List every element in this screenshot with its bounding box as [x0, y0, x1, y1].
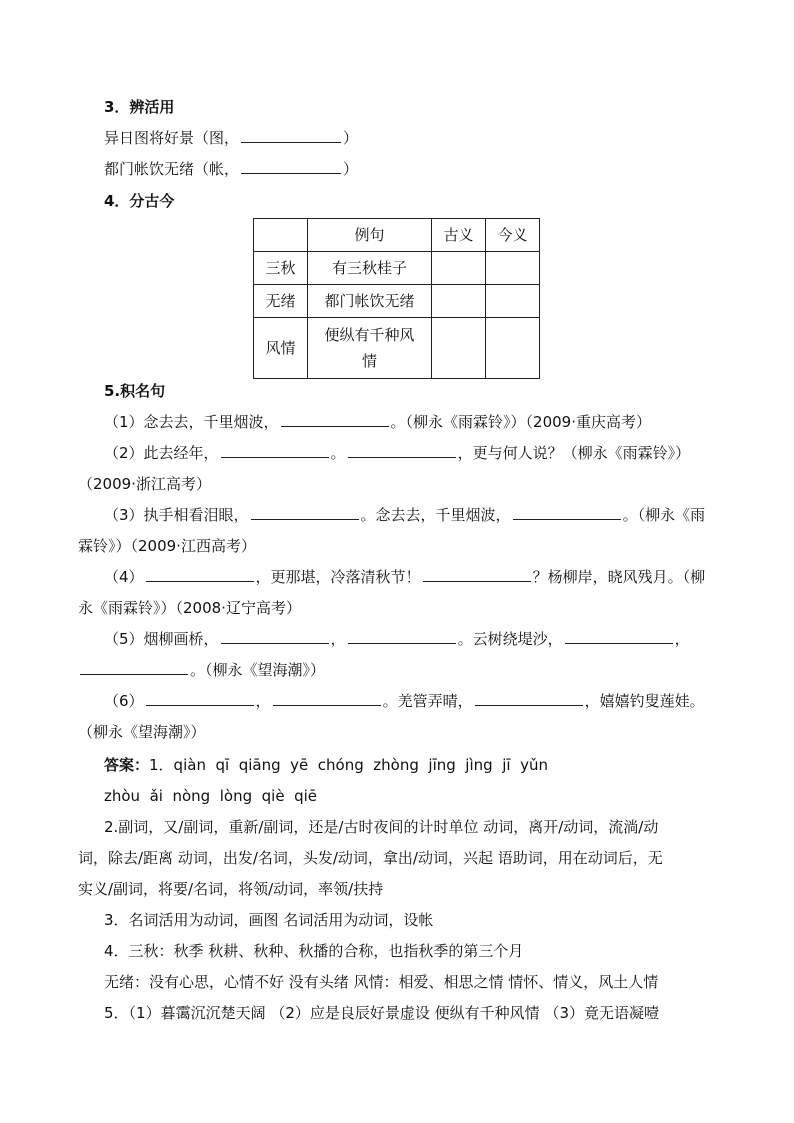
answer-blank[interactable] [348, 442, 456, 458]
q6-text: （6） [104, 692, 144, 710]
q5-source: 。（柳永《望海潮》） [190, 661, 326, 679]
q6-text: ， [255, 692, 271, 710]
answer-2-line-2: 词，除去/距离 动词，出发/名词，头发/动词，拿出/动词，兴起 语助词，用在动词后，无 [78, 849, 663, 867]
q3-text: 。念去去，千里烟波， [360, 506, 511, 524]
q5-text: ， [674, 630, 690, 648]
q1-text: （1）念去去，千里烟波， [104, 413, 279, 431]
q6-text: 。羌管弄晴， [382, 692, 473, 710]
s5-q6 [104, 690, 705, 712]
section-5-title: 5.积名句 [104, 382, 166, 400]
row-sentence: 都门帐饮无绪 [308, 285, 432, 318]
ancient-meaning-cell[interactable] [432, 318, 486, 379]
answers-line-1 [104, 754, 548, 776]
answer-blank[interactable] [273, 690, 381, 706]
s5-q4 [104, 566, 705, 588]
table-row [254, 252, 540, 285]
s5-q3 [104, 504, 705, 526]
q2-source: ，更与何人说？（柳永《雨霖铃》） [457, 444, 691, 462]
s5-q4-cont: 永《雨霖铃》）（2008·辽宁高考） [78, 599, 301, 617]
modern-meaning-cell[interactable] [486, 318, 540, 379]
q3-text: （3）执手相看泪眼， [104, 506, 249, 524]
section-3-title: 3．辨活用 [104, 98, 175, 116]
answer-blank[interactable] [475, 690, 583, 706]
row-sentence-text: 便纵有千种风情 [324, 326, 415, 370]
answer-blank[interactable] [513, 504, 621, 520]
answer-blank[interactable] [251, 504, 359, 520]
s5-q2-cont: （2009·浙江高考） [78, 475, 211, 493]
s3-line-2-post: ） [343, 160, 359, 178]
answer-blank[interactable] [80, 659, 188, 675]
s3-line-2-pre: 都门帐饮无绪（帐， [104, 160, 240, 178]
ancient-meaning-cell[interactable] [432, 285, 486, 318]
s5-q1 [104, 411, 651, 433]
s5-q2 [104, 442, 690, 464]
answer-blank[interactable] [423, 566, 531, 582]
answer-2-line-3: 实义/副词，将要/名词，将领/动词，率领/扶持 [78, 880, 384, 898]
answer-blank[interactable] [241, 127, 341, 143]
header-cell-ancient: 古义 [432, 219, 486, 252]
q2-text: （2）此去经年， [104, 444, 219, 462]
answer-blank[interactable] [221, 628, 329, 644]
answer-blank[interactable] [348, 628, 456, 644]
s5-q3-cont: 霖铃》）（2009·江西高考） [78, 537, 256, 555]
s3-line-2 [104, 158, 358, 180]
header-cell-modern: 今义 [486, 219, 540, 252]
answers-label: 答案： [104, 756, 150, 774]
q6-text: ，嬉嬉钓叟莲娃。 [584, 692, 705, 710]
answer-blank[interactable] [146, 566, 254, 582]
q4-text: ，更那堪，冷落清秋节！ [255, 568, 421, 586]
row-sentence: 有三秋桂子 [308, 252, 432, 285]
row-word: 三秋 [254, 252, 308, 285]
q5-text: （5）烟柳画桥， [104, 630, 219, 648]
s5-q5-cont [78, 659, 325, 681]
s5-q5 [104, 628, 690, 650]
answer-blank[interactable] [241, 158, 341, 174]
answer-4-line-2: 无绪：没有心思，心情不好 没有头绪 风情：相爱、相思之情 情怀、情义，风土人情 [104, 973, 659, 991]
answer-3: 3．名词活用为动词，画图 名词活用为动词，设帐 [104, 911, 434, 929]
answer-blank[interactable] [281, 411, 389, 427]
answer-blank[interactable] [565, 628, 673, 644]
s3-line-1-pre: 异日图将好景（图， [104, 129, 240, 147]
answer-5: 5．（1）暮霭沉沉楚天阔 （2）应是良辰好景虚设 便纵有千种风情 （3）竟无语凝噎 [104, 1004, 659, 1022]
q5-text: 。云树绕堤沙， [457, 630, 563, 648]
q2-text: 。 [330, 444, 346, 462]
header-cell-empty [254, 219, 308, 252]
row-sentence [308, 318, 432, 379]
answer-4-line-1: 4．三秋：秋季 秋耕、秋种、秋播的合称，也指秋季的第三个月 [104, 942, 524, 960]
answer-blank[interactable] [146, 690, 254, 706]
row-word: 风情 [254, 318, 308, 379]
modern-meaning-cell[interactable] [486, 285, 540, 318]
ancient-modern-meaning-table [253, 218, 540, 379]
answer-2-line-1: 2.副词，又/副词，重新/副词，还是/古时夜间的计时单位 动词，离开/动词，流淌/动 [104, 818, 659, 836]
q4-source: ？杨柳岸，晓风残月。（柳 [532, 568, 706, 586]
s5-q6-cont: （柳永《望海潮》） [78, 723, 206, 741]
q5-text: ， [330, 630, 346, 648]
section-4-title: 4．分古今 [104, 192, 175, 210]
ancient-meaning-cell[interactable] [432, 252, 486, 285]
s3-line-1 [104, 127, 358, 149]
answer-1-pinyin: 1．qiàn qī qiāng yē chóng zhòng jīng jìng jī yǔn [149, 756, 548, 774]
row-word: 无绪 [254, 285, 308, 318]
q1-source: 。（柳永《雨霖铃》）（2009·重庆高考） [390, 413, 651, 431]
table-row [254, 285, 540, 318]
header-cell-sentence: 例句 [308, 219, 432, 252]
q3-source: 。（柳永《雨 [622, 506, 706, 524]
answer-1-pinyin-cont: zhòu ǎi nòng lòng qiè qiē [104, 787, 318, 805]
modern-meaning-cell[interactable] [486, 252, 540, 285]
table-row [254, 318, 540, 379]
answer-blank[interactable] [221, 442, 329, 458]
table-header-row [254, 219, 540, 252]
q4-text: （4） [104, 568, 144, 586]
s3-line-1-post: ） [343, 129, 359, 147]
